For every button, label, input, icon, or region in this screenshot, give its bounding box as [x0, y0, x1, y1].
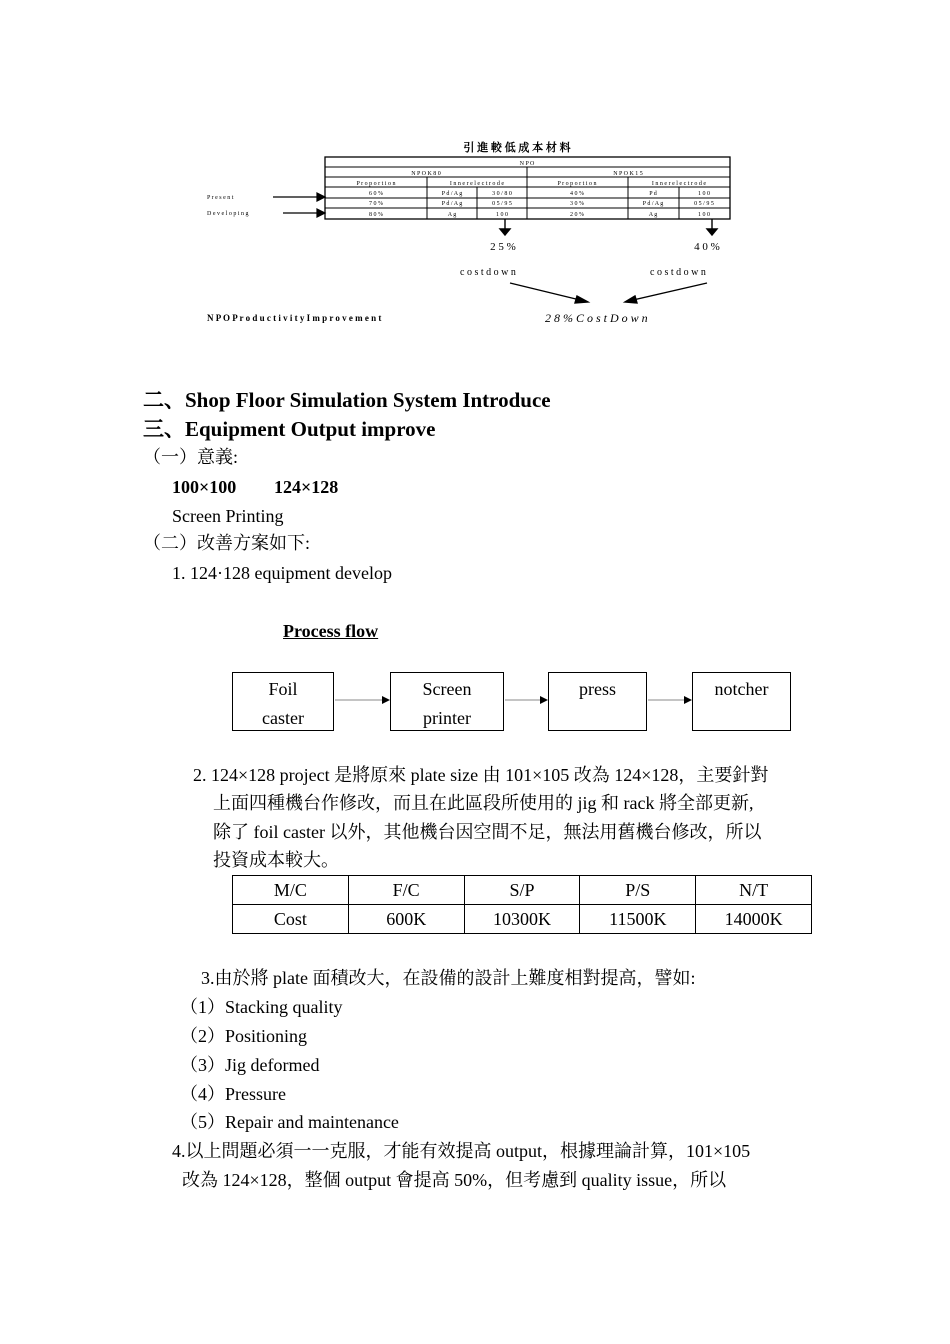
figure-group: N P O K 1 5	[613, 171, 643, 177]
figure-col-header: I n n e r e l e c t r o d e	[651, 181, 707, 187]
table-header-cell: S/P	[464, 876, 580, 905]
figure-cell: P d / A g	[441, 191, 463, 197]
issue-item: （5）Repair and maintenance	[180, 1112, 399, 1132]
figure-right-pct: 4 0 %	[694, 241, 720, 253]
figure-left-cost: c o s t d o w n	[460, 267, 516, 278]
table-header-row	[233, 876, 812, 905]
figure-cell: 6 0 %	[369, 191, 383, 197]
plan-item-3: 3.由於將 plate 面積改大，在設備的設計上難度相對提高，譬如:	[201, 968, 696, 988]
figure-cell: P d / A g	[642, 201, 664, 207]
figure-right-cost: c o s t d o w n	[650, 267, 706, 278]
plan-item-1: 1. 124·128 equipment develop	[172, 563, 392, 583]
flow-arrows	[0, 690, 950, 710]
figure-arrowhead	[575, 296, 588, 303]
figure-arrowhead	[317, 209, 325, 217]
table-header-cell: F/C	[348, 876, 464, 905]
item4-line: 4.以上問題必須一一克服，才能有效提高 output，根據理論計算，101×105	[172, 1141, 751, 1161]
figure-label-present: P r e s e n t	[207, 195, 234, 201]
cost-table	[232, 875, 812, 934]
figure-cell: 0 5 / 9 5	[694, 201, 714, 207]
figure-header-top: N P O	[519, 161, 535, 167]
figure-arrowhead	[707, 229, 717, 235]
figure-cell: 3 0 / 8 0	[492, 191, 512, 197]
figure-group: N P O K 8 0	[411, 171, 441, 177]
figure-left-pct: 2 5 %	[490, 241, 516, 253]
table-cell: Cost	[233, 905, 349, 934]
item2-line: 上面四種機台作修改，而且在此區段所使用的 jig 和 rack 將全部更新,	[213, 793, 754, 813]
process-flow-title: Process flow	[283, 621, 379, 641]
figure-arrow	[633, 283, 707, 300]
figure-cell: 7 0 %	[369, 201, 383, 207]
table-cell: 11500K	[580, 905, 696, 934]
process-name: Screen Printing	[172, 506, 284, 526]
plan-heading: （二）改善方案如下:	[143, 533, 311, 553]
meaning-heading: （一）意義:	[143, 447, 239, 467]
table-header-cell: P/S	[580, 876, 696, 905]
figure-col-header: I n n e r e l e c t r o d e	[449, 181, 505, 187]
flow-box-line: notcher	[714, 679, 769, 699]
issue-item: （4）Pressure	[180, 1084, 286, 1104]
figure-cell: 0 5 / 9 5	[492, 201, 512, 207]
section-heading-2: 二、Shop Floor Simulation System Introduce	[143, 388, 551, 412]
figure-arrowhead	[500, 229, 510, 235]
figure-arrowhead	[625, 296, 637, 303]
figure-arrowhead	[317, 193, 325, 201]
item2-line: 2. 124×128 project 是將原來 plate size 由 101×105 改為 124×128，主要針對	[193, 765, 769, 785]
table-header-cell: M/C	[233, 876, 349, 905]
figure-col-header: P r o p o r t i o n	[557, 181, 597, 187]
figure-arrow	[510, 283, 580, 300]
figure-cell: A g	[648, 212, 658, 218]
figure-cell: 1 0 0	[698, 212, 710, 218]
flow-arrowhead	[540, 696, 548, 704]
table-cell: 14000K	[696, 905, 812, 934]
figure-cell: 2 0 %	[570, 212, 584, 218]
item2-line: 投資成本較大。	[213, 850, 339, 870]
flow-box-line: press	[579, 679, 616, 699]
issue-item: （2）Positioning	[180, 1026, 308, 1046]
item2-line: 除了 foil caster 以外，其他機台因空間不足，無法用舊機台修改，所以	[213, 822, 762, 842]
figure-cell: A g	[447, 212, 457, 218]
figure-cell: P d / A g	[441, 201, 463, 207]
size-a: 100×100	[172, 477, 237, 497]
flow-box-line: printer	[423, 708, 471, 728]
figure-label-developing: D e v e l o p i n g	[207, 211, 249, 217]
table-cell: 10300K	[464, 905, 580, 934]
figure-cell: 3 0 %	[570, 201, 584, 207]
figure-cell: 1 0 0	[496, 212, 508, 218]
flow-arrowhead	[382, 696, 390, 704]
figure-col-header: P r o p o r t i o n	[356, 181, 396, 187]
issue-item: （3）Jig deformed	[180, 1055, 320, 1075]
flow-box-line: caster	[262, 708, 304, 728]
table-header-cell: N/T	[696, 876, 812, 905]
figure-cell: 4 0 %	[570, 191, 584, 197]
figure-bottom-label: N P O P r o d u c t i v i t y I m p r o v e m e n t	[207, 313, 382, 323]
figure-cell: P d	[649, 191, 657, 197]
table-row	[233, 905, 812, 934]
section-heading-3: 三、Equipment Output improve	[143, 417, 436, 441]
figure-title: 引 進 較 低 成 本 材 料	[463, 142, 571, 154]
size-b: 124×128	[274, 477, 339, 497]
cost-material-figure	[195, 135, 760, 335]
flow-arrowhead	[684, 696, 692, 704]
item4-line: 改為 124×128，整個 output 會提高 50%，但考慮到 quality issue，所以	[182, 1170, 727, 1190]
figure-bottom-value: 2 8 % C o s t D o w n	[545, 311, 648, 325]
figure-cell: 8 0 %	[369, 212, 383, 218]
flow-box-line: Foil	[268, 679, 298, 699]
table-cell: 600K	[348, 905, 464, 934]
flow-box-line: Screen	[422, 679, 472, 699]
figure-cell: 1 0 0	[698, 191, 710, 197]
issue-item: （1）Stacking quality	[180, 997, 343, 1017]
